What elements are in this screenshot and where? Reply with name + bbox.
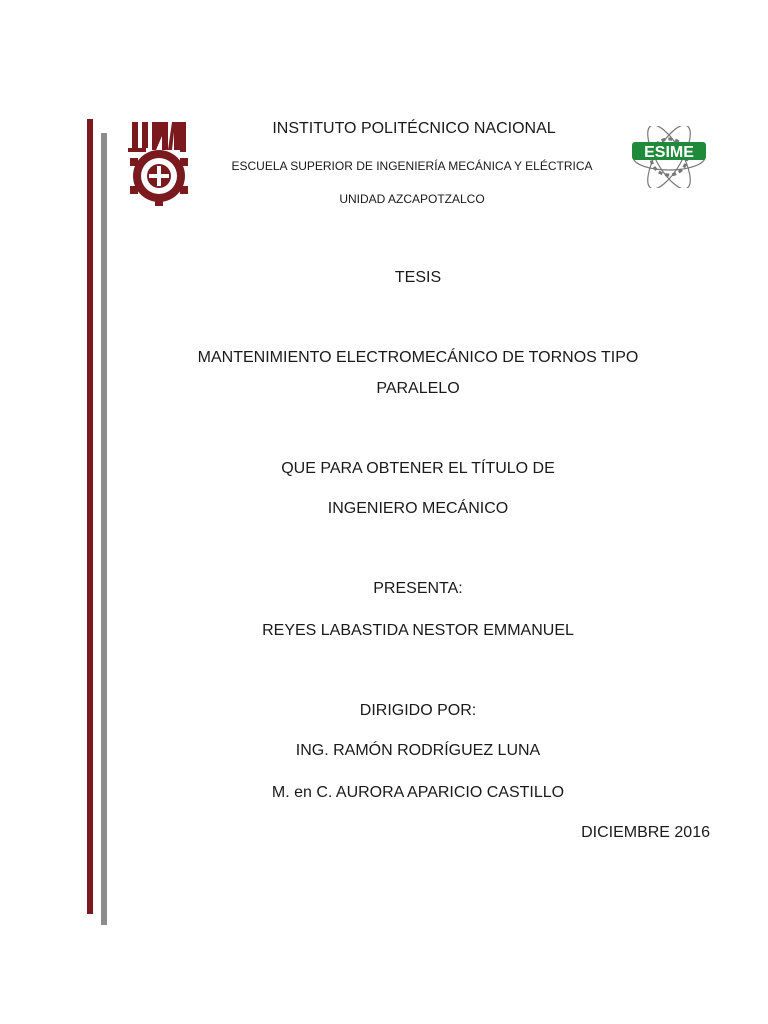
esime-logo-text: ESIME — [644, 144, 694, 161]
directed-by-label: DIRIGIDO POR: — [359, 702, 477, 719]
degree-name: INGENIERO MECÁNICO — [327, 500, 509, 517]
degree-intro: QUE PARA OBTENER EL TÍTULO DE — [281, 460, 555, 477]
director-2: M. en C. AURORA APARICIO CASTILLO — [271, 784, 565, 801]
author-name: REYES LABASTIDA NESTOR EMMANUEL — [262, 622, 574, 639]
presents-label: PRESENTA: — [373, 580, 463, 597]
document-type: TESIS — [394, 269, 442, 286]
thesis-title-line2: PARALELO — [376, 380, 460, 397]
institution-name: INSTITUTO POLITÉCNICO NACIONAL — [272, 120, 556, 137]
school-name: ESCUELA SUPERIOR DE INGENIERÍA MECÁNICA Y ELÉCTRICA — [231, 159, 593, 173]
document-date: DICIEMBRE 2016 — [581, 824, 710, 841]
unit-name: UNIDAD AZCAPOTZALCO — [339, 192, 485, 206]
director-1: ING. RAMÓN RODRÍGUEZ LUNA — [295, 742, 541, 759]
decorative-gray-bar — [101, 133, 107, 925]
thesis-title-line1: MANTENIMIENTO ELECTROMECÁNICO DE TORNOS TIPO — [197, 349, 639, 366]
